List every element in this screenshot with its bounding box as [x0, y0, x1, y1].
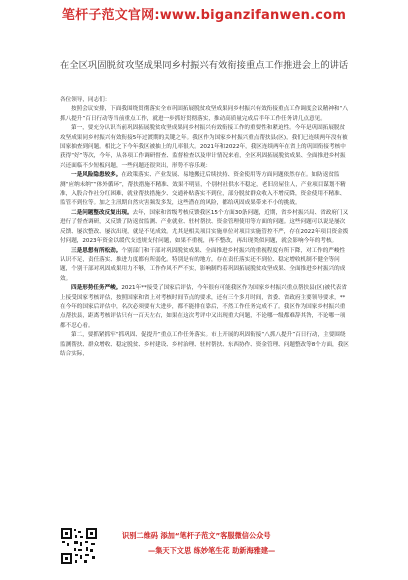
site-url-text: 笔杆子范文官网:www.biganzifanwen.com — [61, 7, 347, 23]
document-body — [60, 96, 350, 359]
paragraph-rectification: 二是问题整改反复出现。去年，国家和省级考核反馈我区15个方面30条问题，近期，省乡村振兴局、省政府门又进行了督查调研，又反馈了防返贫监测、产业就业、驻村帮扶、资金管理使用等方面的问题。这些问题可以说是屡次反馈、屡次整改、屡次出现，就是不见成效。尤其是相关项目实施单位对项目实施管控不严，存在2022年项目资金拨付问题，2023年资金以缓代支违规支付问题，如果不重视，再不整改，再出现类似问题，就会影响今年的考核。 — [60, 209, 349, 245]
footer-slogan: —集天下文思 练妙笔生花 助新海雅建— — [148, 546, 276, 555]
salutation: 各位领导，同志们： — [60, 97, 111, 103]
paragraph-intro: 按照会议安排，下面我围绕贯彻落实全市巩固拓展脱贫攻坚成果同乡村振兴有效衔接重点工作调度会议精神和“八抓八提升”百日行动等当前重点工作，就进一步抓好贯彻落实，推动高质量完成后半年工作任务讲几点意见。 — [60, 106, 348, 122]
qr-code-icon[interactable] — [60, 527, 98, 565]
footer-qr-caption: 识别二维码 添加“笔杆子范文”客服微信公众号 — [122, 531, 271, 540]
footer — [60, 527, 360, 569]
site-banner — [0, 0, 408, 26]
paragraph-first-point: 第一，要充分认识当前巩固拓展脱贫攻坚成果同乡村振兴有效衔接工作的重要性和紧迫性。今年是巩固拓展脱贫攻坚成果同乡村振兴有效衔接5年过渡期的关键之年。我区作为国家乡村振兴重点帮扶县(区)，我们已连续两年没有被国家抽查到问题。相比之下今年我区被抽上的几率很大。2021年和2022年，我区连续两年在省上的巩固衔接考核中获得“好”等次，今年，从各项工作调研督查、监督检查以及审计情况来看，全区巩固拓展脱贫成果、全面推进乡村振兴还面临不少短板问题，一些问题还很突出，形势不容乐观： — [60, 125, 348, 169]
paragraph-mindset: 三是思想有所松劲。个别部门和干部对巩固脱贫成果、全面推进乡村振兴的重视程度有所下降，对工作的严峻性认识不足，责任落实、推进力度都有所弱化。特别是有的地方，存在责任落实还不到位、稳定增收机制不健全等问题，个别干部对巩固成果用力不够，工作作风不严不实，影响制约着巩固拓展脱贫攻坚成果、全面推进乡村振兴的成效。 — [60, 247, 346, 282]
paragraph-second-point: 第二，要抓紧抓牢“抓巩固、促提升”重点工作任务落实。市上开展的巩固衔接“八抓八提升”百日行动，主要围绕监测帮扶、群众增收、稳定脱贫、乡村建设、乡村治理、驻村帮扶、东西协作、资金管理、问题整改等8个方面，我区结合实际， — [60, 332, 349, 357]
paragraph-risks: 一是风险隐患较多。在政策落实、产业发展、易地搬迁后续扶持、资金使用等方面问题依然存在。如防返贫监测“应纳未纳”“体外循环”，帮扶措施不精准、效果不明显，个别村社供水不稳定，老旧房屋住人，产业项目谋划不精准，入股合作社分红困难，就业帮扶措施少、交通补贴落实不到位，部分脱贫群众收入不增反降，资金使用不精准、监管不到位等。加之主汛期自然灾害频发多发，这些潜在的风险，都给巩固成果带来不小的挑战。 — [60, 172, 346, 207]
document-title: 在全区巩固脱贫攻坚成果同乡村振兴有效衔接重点工作推进会上的讲话 — [60, 60, 349, 71]
paragraph-situation: 四是形势任务严峻。2021年**接受了国家后评估，今年很有可能我区作为国家乡村振兴重点帮扶县(区)被代表省上接受国家考核评估，按照国家和省上对考核时间节点的要求，还有三个多月时间，省委、省政府主要领导要求，**在今年的国家后评估中，名次必须要有大进步，都不能排在靠后，不然工作任务完成不了。我区作为国家乡村振兴重点帮扶县，距离考核评估只有一百天左右，如果在这次考评中又出现重大问题，不论哪一级都难辞其咎，不论哪一项都不忍心看。 — [60, 285, 347, 329]
